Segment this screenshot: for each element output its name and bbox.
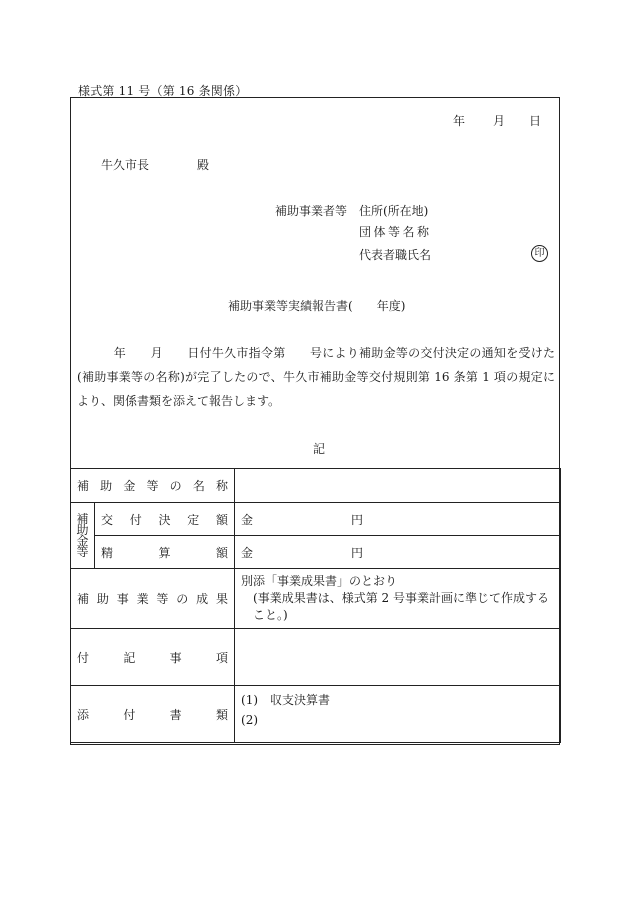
addressee [101,156,209,173]
title-prefix: 補助事業等実績報告書( [228,299,353,313]
ki-heading: 記 [313,442,326,456]
settlement-amount-label: 精 算 額 [95,536,235,569]
result-label: 補 助 事 業 等 の 成 果 [71,569,235,629]
attachment-item: (2) [241,713,259,727]
applicant-org-label: 団体等名称 [359,225,432,239]
applicant-rep-label: 代表者職氏名 [359,248,432,262]
date-month: 月 [492,114,505,128]
applicant-label: 補助事業者等 [275,204,348,218]
report-form [70,97,560,745]
subsidy-name-label: 補 助 金 等 の 名 称 [71,469,235,503]
form-number: 様式第 11 号（第 16 条関係） [78,84,248,98]
body-paragraph: 年 月 日付牛久市指令第 号により補助金等の交付決定の通知を受けた(補助事業等の名称)が完了したので、牛久市補助金等交付規則第 16 条第 1 項の規定により、関係書類を添えて報告します。 [77,346,555,408]
addressee-honorific: 殿 [197,158,210,172]
date-line [453,112,541,129]
date-day: 日 [528,114,541,128]
title-suffix: 年度) [376,299,406,313]
subsidy-group-label: 補 助 金 等 [71,503,95,569]
result-value[interactable] [235,569,561,629]
decision-amount-value[interactable]: 金 円 [235,503,561,536]
date-year: 年 [452,114,465,128]
table-row [71,629,561,686]
applicant-address-label: 住所(所在地) [359,204,429,218]
table-row [71,536,561,569]
table-row [71,686,561,743]
table-row [71,503,561,536]
remarks-label: 付 記 事 項 [71,629,235,686]
document-title [228,297,405,314]
seal-icon: 印 [531,245,548,262]
attachment-item: (1) 収支決算書 [241,693,331,707]
decision-amount-label: 交 付 決 定 額 [95,503,235,536]
result-note: (事業成果書は、様式第 2 号事業計画に準じて作成すること。) [253,591,549,622]
attachments-value[interactable] [235,686,561,743]
table-row [71,569,561,629]
details-table [70,468,561,743]
attachments-label: 添 付 書 類 [71,686,235,743]
settlement-amount-value[interactable]: 金 円 [235,536,561,569]
addressee-title: 牛久市長 [101,158,150,172]
subsidy-name-value[interactable] [235,469,561,503]
remarks-value[interactable] [235,629,561,686]
table-row [71,469,561,503]
result-line: 別添「事業成果書」のとおり [241,574,398,588]
